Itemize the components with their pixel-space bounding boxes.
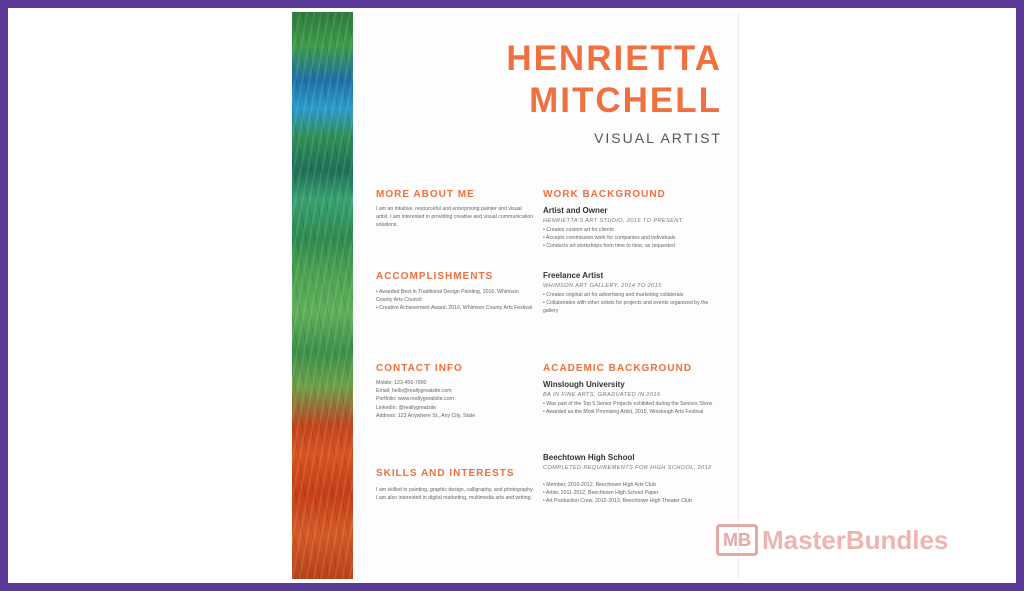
school-subtitle: BA IN FINE ARTS, GRADUATED IN 2016 <box>543 392 661 398</box>
job-subtitle: HENRIETTA'S ART STUDIO, 2016 TO PRESENT <box>543 218 683 224</box>
accomplishments-list <box>376 288 536 312</box>
contact-linkedin: LinkedIn: @reallygreatsite <box>376 404 437 411</box>
job-title: Freelance Artist <box>543 271 604 280</box>
resume-title: VISUAL ARTIST <box>594 130 722 146</box>
mb-logo-icon: MB <box>716 524 758 556</box>
job-subtitle: WHIMSON ART GALLERY, 2014 TO 2015 <box>543 283 662 289</box>
work-heading: WORK BACKGROUND <box>543 189 666 200</box>
list-item: • Creates original art for advertising and marketing collaterals <box>543 291 723 299</box>
academic-heading: ACADEMIC BACKGROUND <box>543 363 692 374</box>
school-subtitle: COMPLETED REQUIREMENTS FOR HIGH SCHOOL, 2012 <box>543 465 712 471</box>
list-item: • Was part of the Top 5 Senior Projects exhibited during the Seniors Show <box>543 400 723 408</box>
painted-strip-image <box>292 12 353 579</box>
contact-email: Email: hello@reallygreatsite.com <box>376 388 452 395</box>
about-heading: MORE ABOUT ME <box>376 189 475 200</box>
list-item: • Conducts art workshops from time to time, as requested <box>543 242 723 250</box>
resume-page <box>292 12 739 579</box>
list-item: • Awarded Best in Traditional Design Painting, 2016, Whimson County Arts Council <box>376 288 536 304</box>
list-item: • Collaborates with other artists for projects and events organized by the gallery <box>543 299 723 315</box>
job-bullets <box>543 226 723 250</box>
skills-heading: SKILLS AND INTERESTS <box>376 468 515 479</box>
list-item: • Creative Achievement Award, 2016, Whimson County Arts Festival <box>376 304 536 312</box>
list-item: • Accepts commission work for companies and individuals <box>543 234 723 242</box>
school-title: Beechtown High School <box>543 453 635 462</box>
contact-heading: CONTACT INFO <box>376 363 463 374</box>
contact-address: Address: 123 Anywhere St., Any City, State <box>376 412 476 419</box>
list-item: • Art Production Crew, 2012-2013, Beechtown High Theater Club <box>543 497 723 505</box>
job-bullets <box>543 291 723 315</box>
about-text: I am an intuitive, resourceful and enterprising painter and visual artist. I am interested in providing creative and visual communication solutions. <box>376 206 534 229</box>
school-bullets <box>543 481 723 505</box>
contact-lines <box>376 379 536 420</box>
list-item: • Awarded as the Most Promising Artist, 2015, Winslough Arts Festival <box>543 408 723 416</box>
contact-mobile: Mobile: 123-456-7890 <box>376 380 427 386</box>
list-item: • Member, 2010-2012, Beechtown High Arts Club <box>543 481 723 489</box>
accomplishments-heading: ACCOMPLISHMENTS <box>376 271 494 282</box>
watermark-text: MasterBundles <box>762 524 949 555</box>
canvas <box>8 8 1016 583</box>
list-item: • Artist, 2011-2012, Beechtown High School Paper <box>543 489 723 497</box>
school-bullets <box>543 400 723 416</box>
name-line-1: HENRIETTA <box>506 39 722 78</box>
masterbundles-watermark <box>716 524 948 556</box>
job-title: Artist and Owner <box>543 206 608 215</box>
name-line-2: MITCHELL <box>529 81 722 120</box>
resume-name <box>506 38 722 122</box>
contact-portfolio: Portfolio: www.reallygreatsite.com <box>376 396 454 403</box>
skills-text: I am skilled in painting, graphic design, calligraphy, and photography. I am also interested in digital marketing, multimedia arts and writing. <box>376 487 534 502</box>
list-item: • Creates custom art for clients <box>543 226 723 234</box>
school-title: Winslough University <box>543 380 625 389</box>
